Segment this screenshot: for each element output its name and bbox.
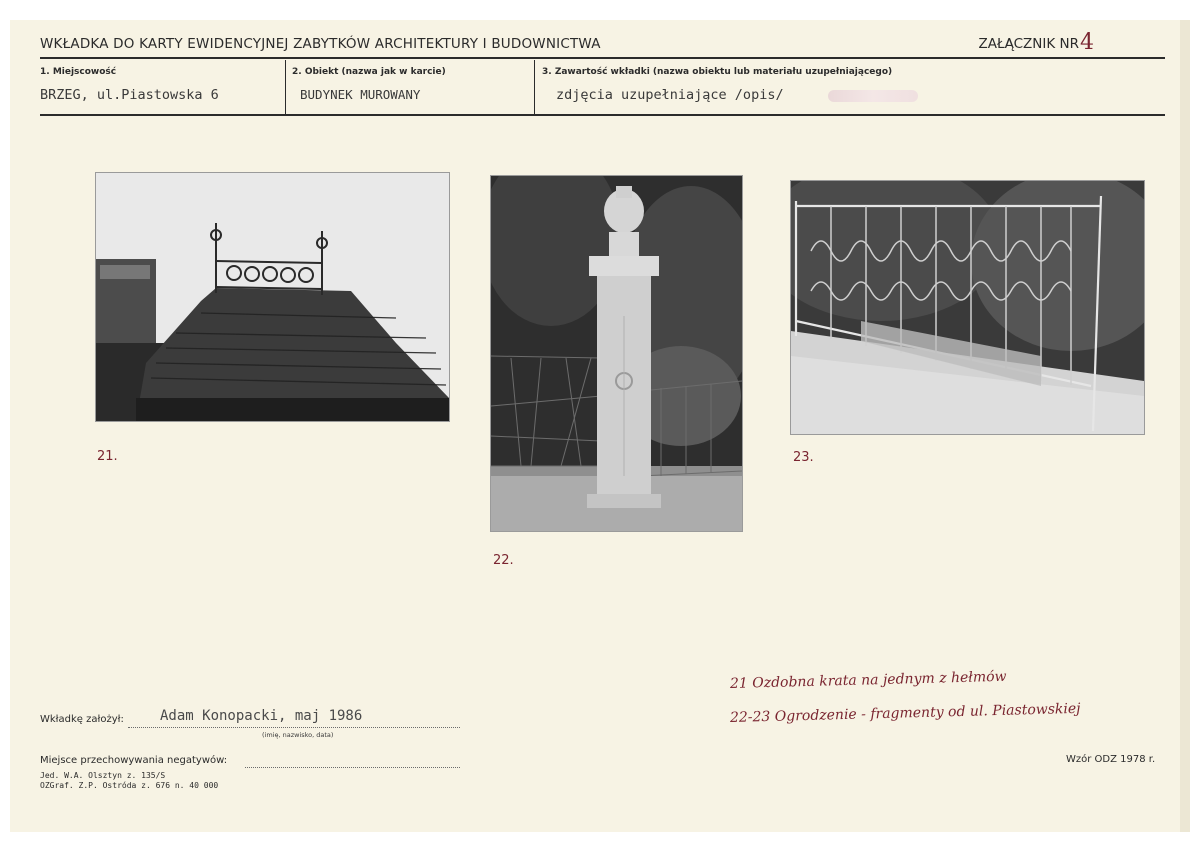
- caption-line-22-23: 22-23 Ogrodzenie - fragmenty od ul. Piastowskiej: [729, 700, 1081, 726]
- field-locality-value: BRZEG, ul.Piastowska 6: [40, 87, 219, 103]
- field-divider: [534, 60, 535, 114]
- field-contents-value: zdjęcia uzupełniające /opis/: [556, 87, 784, 103]
- photo-number-22: 22.: [493, 553, 514, 568]
- author-label: Wkładkę założył:: [40, 714, 124, 725]
- negatives-line: [245, 766, 460, 768]
- caption-line-21: 21 Ozdobna krata na jednym z hełmów: [729, 668, 1007, 692]
- card-edge: [1180, 20, 1190, 832]
- header-rule-bottom: [40, 114, 1165, 116]
- field-divider: [285, 60, 286, 114]
- form-title: WKŁADKA DO KARTY EWIDENCYJNEJ ZABYTKÓW ARCHITEKTURY I BUDOWNICTWA: [40, 36, 601, 52]
- author-value: Adam Konopacki, maj 1986: [160, 708, 363, 724]
- author-line: [128, 726, 460, 728]
- field-object-value: BUDYNEK MUROWANY: [300, 87, 421, 102]
- photo-number-21: 21.: [97, 449, 118, 464]
- photo-roof-grille: [95, 172, 450, 422]
- print-info-1: Jed. W.A. Olsztyn z. 135/S: [40, 771, 166, 780]
- erased-text-mark: [828, 90, 918, 102]
- field-locality-label: 1. Miejscowość: [40, 67, 117, 77]
- author-caption: (imię, nazwisko, data): [262, 731, 334, 739]
- print-info-2: OZGraf. Z.P. Ostróda z. 676 n. 40 000: [40, 781, 219, 790]
- field-object-label: 2. Obiekt (nazwa jak w karcie): [292, 67, 446, 77]
- header-rule-top: [40, 57, 1165, 59]
- annex-label: ZAŁĄCZNIK NR: [978, 36, 1079, 52]
- form-model-number: Wzór ODZ 1978 r.: [1066, 754, 1156, 765]
- negatives-label: Miejsce przechowywania negatywów:: [40, 755, 228, 766]
- photo-number-23: 23.: [793, 450, 814, 465]
- annex-number: 4: [1080, 30, 1094, 55]
- field-contents-label: 3. Zawartość wkładki (nazwa obiektu lub materiału uzupełniającego): [542, 67, 893, 77]
- photo-gate-pillar: [490, 175, 743, 532]
- photo-fence: [790, 180, 1145, 435]
